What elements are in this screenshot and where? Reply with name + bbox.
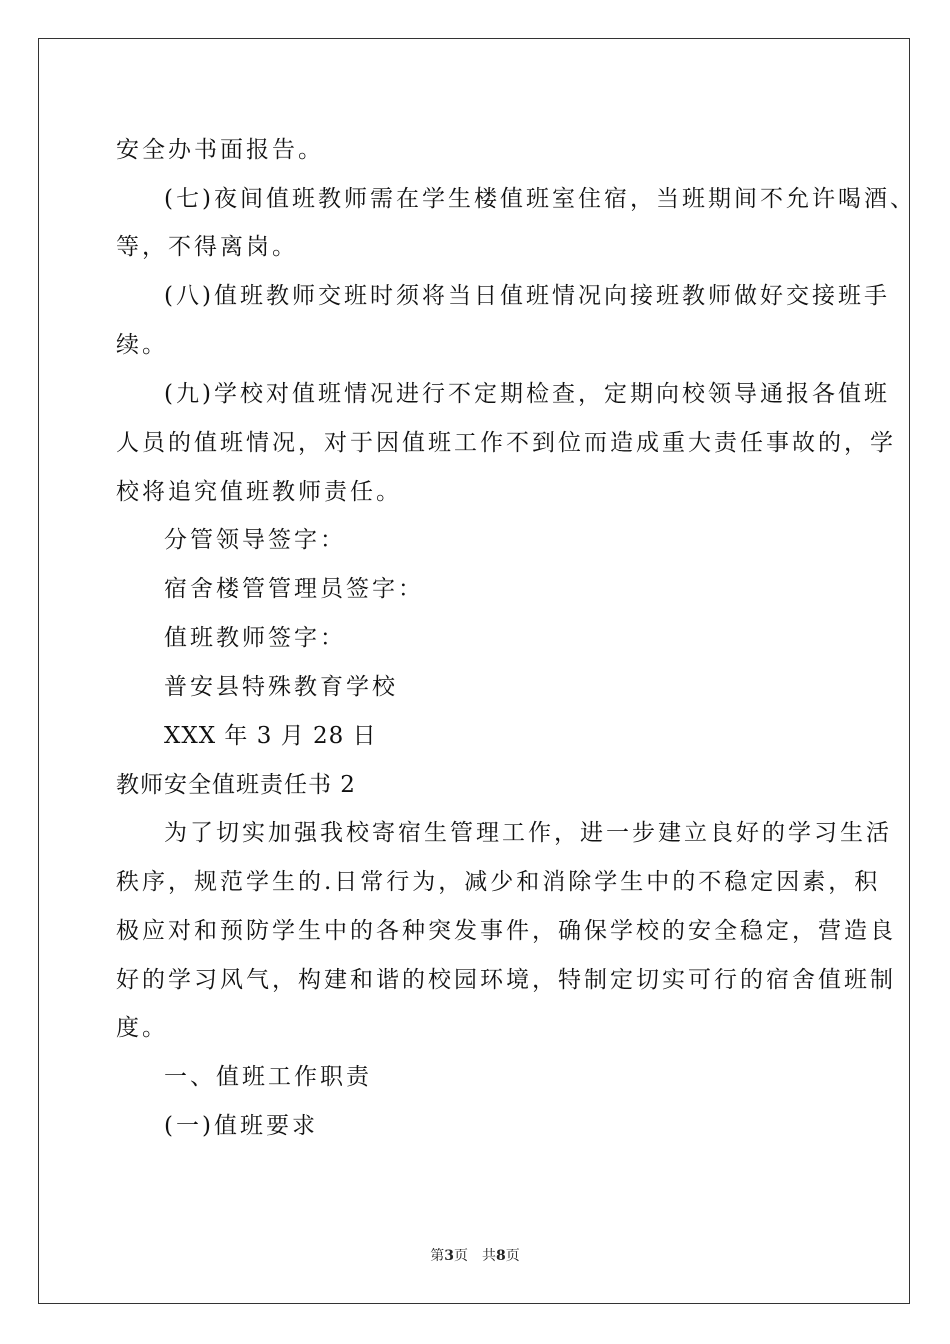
total-suffix: 页: [505, 1248, 520, 1264]
subheading-duty-requirements: (一)值班要求: [164, 1113, 318, 1139]
page-number-footer: [0, 1247, 950, 1265]
clause-nine: (九)学校对值班情况进行不定期检查，定期向校领导通报各值班: [164, 381, 890, 407]
intro-paragraph-line: 秩序，规范学生的.日常行为，减少和消除学生中的不稳定因素，积: [116, 869, 881, 895]
signature-duty-teacher: 值班教师签字：: [164, 625, 346, 651]
intro-paragraph-line: 极应对和预防学生中的各种突发事件，确保学校的安全稳定，营造良: [116, 918, 896, 944]
intro-paragraph-line: 度。: [116, 1015, 168, 1041]
page-prefix: 第: [430, 1248, 445, 1264]
clause-seven: (七)夜间值班教师需在学生楼值班室住宿，当班期间不允许喝酒、: [164, 186, 916, 212]
body-text-line: 人员的值班情况，对于因值班工作不到位而造成重大责任事故的，学: [116, 430, 896, 456]
intro-paragraph-line: 为了切实加强我校寄宿生管理工作，进一步建立良好的学习生活: [164, 820, 892, 846]
body-text-line: 续。: [116, 332, 168, 358]
body-text-line: 等，不得离岗。: [116, 234, 298, 260]
page-suffix: 页: [454, 1248, 468, 1264]
intro-paragraph-line: 好的学习风气，构建和谐的校园环境，特制定切实可行的宿舍值班制: [116, 967, 896, 993]
total-prefix: 共: [482, 1248, 496, 1264]
signature-dorm-manager: 宿舍楼管管理员签字：: [164, 576, 424, 602]
body-text-line: 校将追究值班教师责任。: [116, 479, 402, 505]
date-line: XXX 年 3 月 28 日: [164, 723, 377, 749]
current-page-number: 3: [444, 1248, 454, 1264]
body-text-line: 安全办书面报告。: [116, 137, 324, 163]
section-title: 教师安全值班责任书 2: [116, 772, 356, 798]
heading-duty-responsibilities: 一、值班工作职责: [164, 1064, 372, 1090]
school-name: 普安县特殊教育学校: [164, 674, 398, 700]
signature-supervisor: 分管领导签字：: [164, 527, 346, 553]
clause-eight: (八)值班教师交班时须将当日值班情况向接班教师做好交接班手: [164, 283, 890, 309]
total-page-number: 8: [496, 1248, 506, 1264]
